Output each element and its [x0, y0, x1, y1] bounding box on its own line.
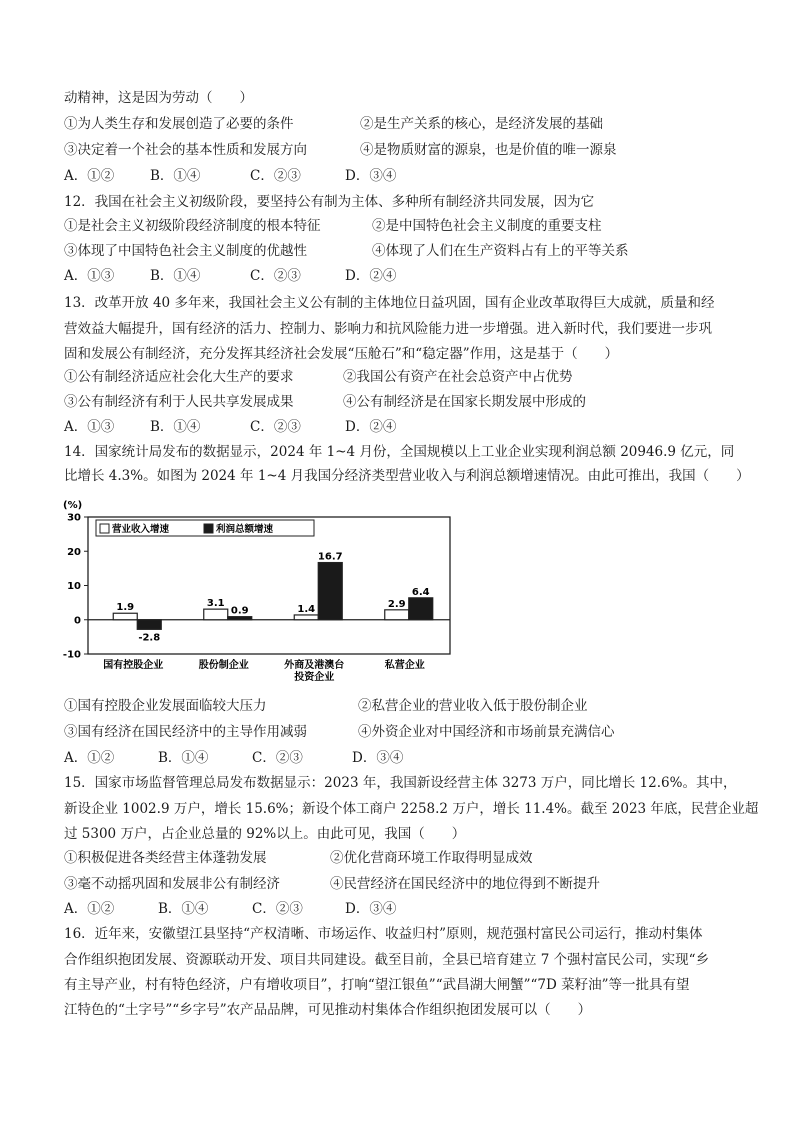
- data-label-revenue-1: 1.9: [116, 602, 135, 614]
- bar-profit-1: [137, 620, 161, 630]
- q14-choice-b: B．①④: [158, 750, 209, 766]
- q16-stem-line-4: 江特色的“土字号”“乡字号”农产品品牌，可见推动村集体合作组织抱团发展可以（ ）: [64, 1002, 592, 1018]
- q15-choice-a: A．①②: [64, 901, 115, 917]
- q11-option-3: ③决定着一个社会的基本性质和发展方向: [64, 142, 307, 158]
- q14-stem-line-1: 14．国家统计局发布的数据显示，2024 年 1~4 月份，全国规模以上工业企业实现利润总额 20946.9 亿元，同: [64, 444, 735, 460]
- y-axis-ticks: [63, 513, 88, 661]
- q14-stem-line-2: 比增长 4.3%。如图为 2024 年 1~4 月我国分经济类型营业收入与利润总额增速情况。由此可推出，我国（ ）: [64, 468, 750, 484]
- q15-stem-line-1: 15．国家市场监督管理总局发布数据显示：2023 年，我国新设经营主体 3273 万户，同比增长 12.6%。其中，: [64, 775, 737, 791]
- data-label-revenue-4: 2.9: [387, 598, 406, 610]
- q12-option-3: ③体现了中国特色社会主义制度的优越性: [64, 243, 307, 259]
- q12-choice-d: D．②④: [345, 268, 397, 284]
- q12-choice-c: C．②③: [250, 268, 301, 284]
- q15-option-1: ①积极促进各类经营主体蓬勃发展: [64, 850, 267, 866]
- q14-option-4: ④外资企业对中国经济和市场前景充满信心: [358, 724, 615, 740]
- q15-choice-b: B．①④: [158, 901, 209, 917]
- q14-chart: [60, 496, 460, 688]
- q14-option-1: ①国有控股企业发展面临较大压力: [64, 698, 267, 714]
- legend-label-profit: 利润总额增速: [216, 524, 274, 535]
- bar-profit-4: [409, 598, 433, 620]
- q14-option-3: ③国有经济在国民经济中的主导作用减弱: [64, 724, 307, 740]
- data-label-profit-2: 0.9: [230, 605, 249, 617]
- q11-choice-b: B．①④: [150, 168, 201, 184]
- bar-revenue-1: [113, 613, 137, 620]
- bar-revenue-2: [204, 609, 228, 620]
- q13-option-4: ④公有制经济是在国家长期发展中形成的: [343, 394, 586, 410]
- bar-revenue-4: [385, 610, 409, 620]
- y-tick-label: 30: [67, 512, 81, 524]
- y-tick-label: -10: [62, 649, 81, 661]
- q14-choice-d: D．③④: [352, 750, 404, 766]
- q12-choice-b: B．①④: [150, 268, 201, 284]
- bar-profit-2: [228, 617, 252, 620]
- data-label-profit-4: 6.4: [411, 586, 430, 598]
- q12-stem: 12．我国在社会主义初级阶段，要坚持公有制为主体、多种所有制经济共同发展，因为它: [64, 194, 595, 210]
- q11-option-4: ④是物质财富的源泉，也是价值的唯一源泉: [360, 142, 617, 158]
- q14-option-2: ②私营企业的营业收入低于股份制企业: [358, 698, 588, 714]
- legend-swatch-profit: [204, 524, 213, 533]
- x-category-label: 外商及港澳台: [284, 660, 345, 671]
- q15-choice-d: D．③④: [345, 901, 397, 917]
- q13-option-1: ①公有制经济适应社会化大生产的要求: [64, 369, 294, 385]
- q15-option-4: ④民营经济在国民经济中的地位得到不断提升: [330, 876, 600, 892]
- q16-stem-line-1: 16．近年来，安徽望江县坚持“产权清晰、市场运作、收益归村”原则，规范强村富民公司运行，推动村集体: [64, 926, 703, 942]
- q13-choice-a: A．①③: [64, 419, 115, 435]
- q13-choice-c: C．②③: [250, 419, 301, 435]
- x-category-label: 投资企业: [294, 672, 335, 683]
- q16-stem-line-2: 合作组织抱团发展、资源联动开发、项目共同建设。截至目前，全县已培育建立 7 个强村富民公司，实现“乡: [64, 952, 710, 968]
- q13-choice-b: B．①④: [150, 419, 201, 435]
- x-category-label: 私营企业: [384, 660, 425, 671]
- y-tick-label: 20: [67, 546, 81, 558]
- q11-choice-a: A．①②: [64, 168, 115, 184]
- chart-legend: [96, 520, 314, 536]
- x-category-label: 国有控股企业: [103, 660, 164, 671]
- q15-stem-line-3: 过 5300 万户，占企业总量的 92%以上。由此可见，我国（ ）: [64, 826, 466, 842]
- data-label-profit-1: -2.8: [138, 632, 161, 644]
- x-axis-labels: [103, 658, 425, 683]
- q11-choice-d: D．③④: [345, 168, 397, 184]
- x-category-label: 股份制企业: [198, 660, 249, 671]
- q11-option-2: ②是生产关系的核心，是经济发展的基础: [360, 116, 603, 132]
- q15-choice-c: C．②③: [252, 901, 303, 917]
- q13-choice-d: D．②④: [345, 419, 397, 435]
- chart-bars: [113, 552, 433, 644]
- q12-option-2: ②是中国特色社会主义制度的重要支柱: [372, 218, 602, 234]
- q12-option-1: ①是社会主义初级阶段经济制度的根本特征: [64, 218, 321, 234]
- data-label-revenue-3: 1.4: [297, 603, 316, 615]
- legend-swatch-revenue: [100, 524, 109, 533]
- intro-line: 动精神，这是因为劳动（ ）: [64, 90, 253, 106]
- bar-revenue-3: [294, 615, 318, 620]
- q11-option-1: ①为人类生存和发展创造了必要的条件: [64, 116, 294, 132]
- legend-label-revenue: 营业收入增速: [112, 524, 170, 535]
- q15-stem-line-2: 新设企业 1002.9 万户，增长 15.6%；新设个体工商户 2258.2 万户，增长 11.4%。截至 2023 年底，民营企业超: [64, 801, 759, 817]
- y-tick-label: 10: [67, 581, 81, 592]
- q14-choice-c: C．②③: [252, 750, 303, 766]
- q13-stem-line-3: 固和发展公有制经济，充分发挥其经济社会发展“压舱石”和“稳定器”作用，这是基于（ ）: [64, 346, 619, 362]
- q15-option-3: ③毫不动摇巩固和发展非公有制经济: [64, 876, 280, 892]
- y-axis-label: (%): [63, 500, 83, 511]
- q11-choice-c: C．②③: [250, 168, 301, 184]
- bar-profit-3: [318, 563, 342, 620]
- q12-option-4: ④体现了人们在生产资料占有上的平等关系: [372, 243, 629, 259]
- bar-chart: [60, 496, 460, 688]
- data-label-revenue-2: 3.1: [206, 598, 225, 610]
- data-label-profit-3: 16.7: [317, 551, 343, 563]
- q15-option-2: ②优化营商环境工作取得明显成效: [330, 850, 533, 866]
- q16-stem-line-3: 有主导产业，村有特色经济，户有增收项目”，打响“望江银鱼”“武昌湖大闸蟹”“7D 菜籽油”等一批具有望: [64, 977, 690, 993]
- q13-stem-line-1: 13．改革开放 40 多年来，我国社会主义公有制的主体地位日益巩固，国有企业改革取得巨大成就，质量和经: [64, 295, 715, 311]
- q13-option-3: ③公有制经济有利于人民共享发展成果: [64, 394, 294, 410]
- y-tick-label: 0: [74, 615, 81, 627]
- q12-choice-a: A．①③: [64, 268, 115, 284]
- q13-stem-line-2: 营效益大幅提升，国有经济的活力、控制力、影响力和抗风险能力进一步增强。进入新时代，我们要进一步巩: [64, 321, 712, 337]
- q13-option-2: ②我国公有资产在社会总资产中占优势: [343, 369, 573, 385]
- q14-choice-a: A．①②: [64, 750, 115, 766]
